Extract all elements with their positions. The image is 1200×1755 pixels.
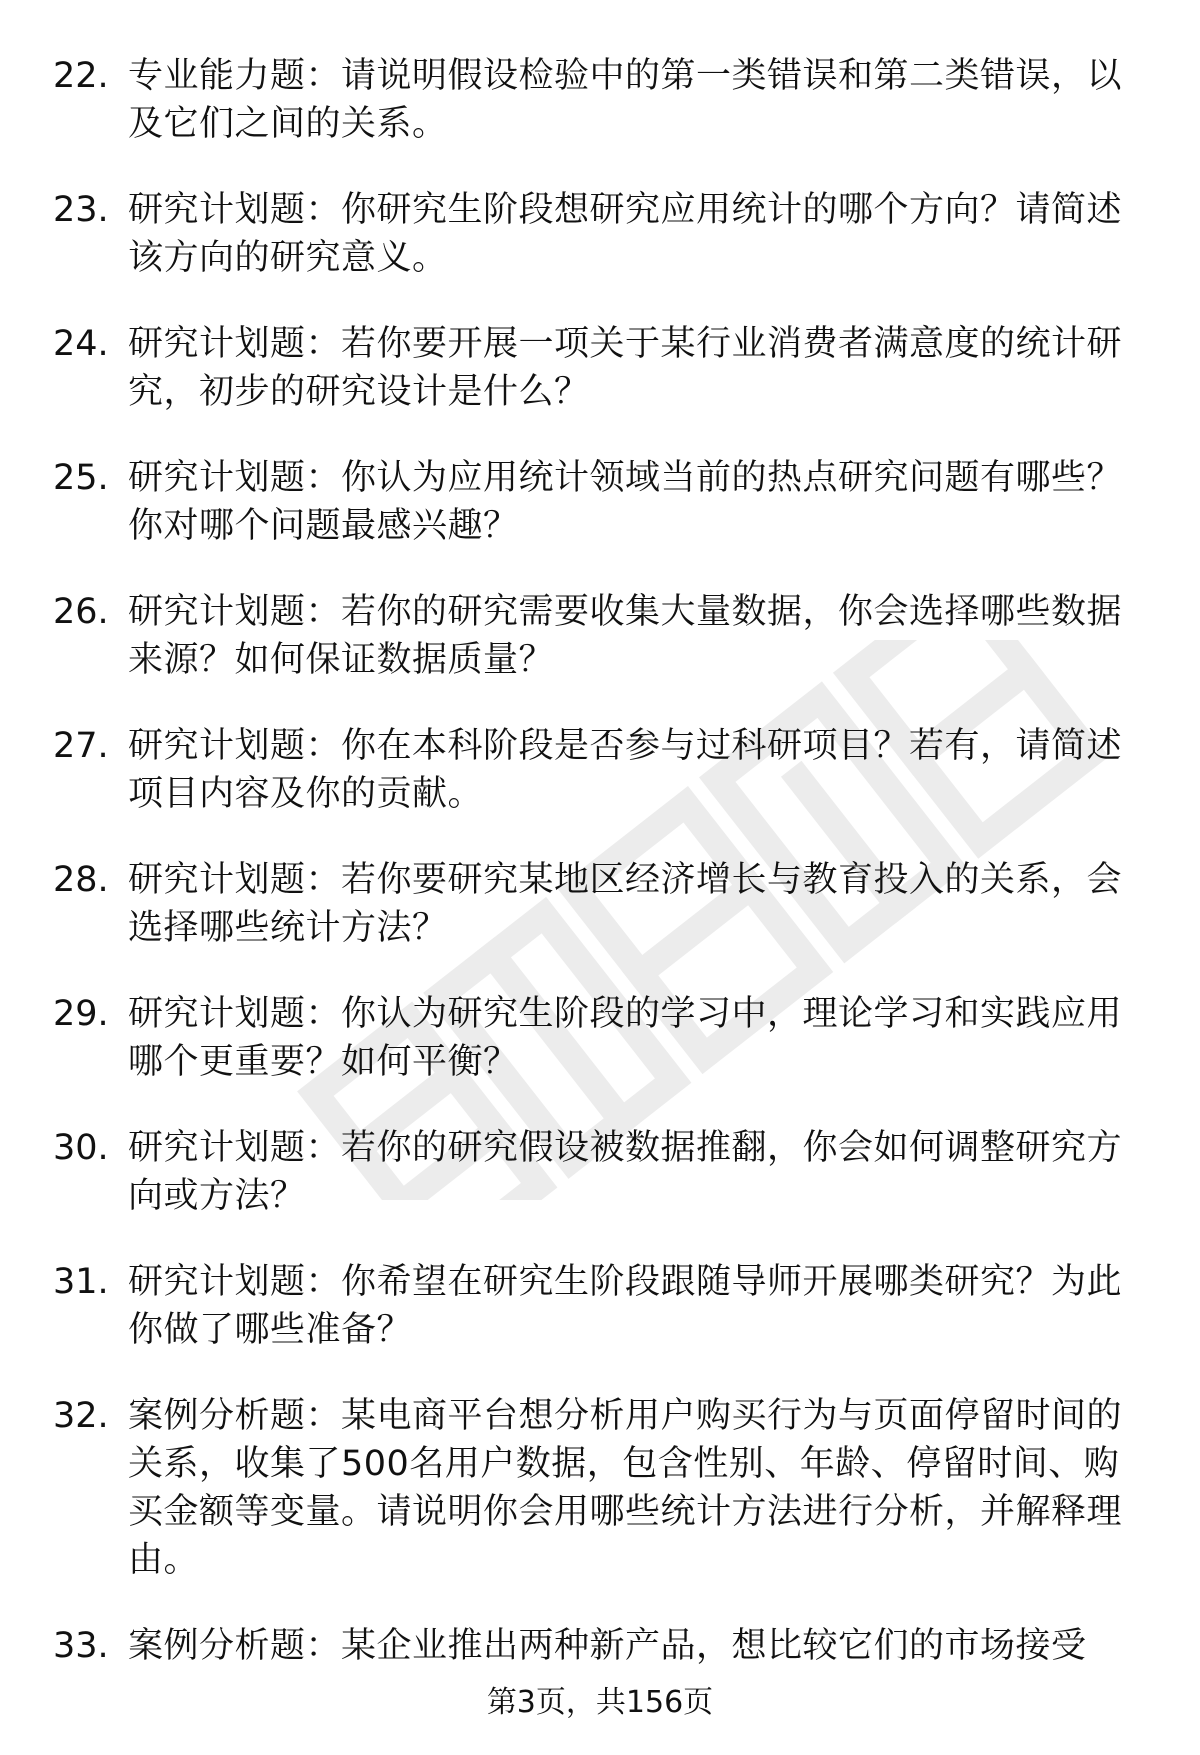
question-text: 研究计划题：你认为应用统计领域当前的热点研究问题有哪些？你对哪个问题最感兴趣？ (128, 458, 1123, 546)
question-number: 33. (53, 1626, 109, 1666)
question-number: 28. (53, 860, 109, 900)
question-text: 研究计划题：若你的研究假设被数据推翻，你会如何调整研究方向或方法？ (128, 1128, 1123, 1216)
question-number: 32. (53, 1396, 109, 1436)
question-number: 27. (53, 726, 109, 766)
question-item (0, 856, 1200, 952)
question-text: 研究计划题：你研究生阶段想研究应用统计的哪个方向？请简述该方向的研究意义。 (128, 190, 1123, 278)
question-item (0, 1622, 1200, 1670)
question-text: 研究计划题：你希望在研究生阶段跟随导师开展哪类研究？为此你做了哪些准备？ (128, 1262, 1123, 1350)
question-text: 研究计划题：若你要研究某地区经济增长与教育投入的关系，会选择哪些统计方法？ (128, 860, 1123, 948)
question-text: 研究计划题：若你要开展一项关于某行业消费者满意度的统计研究，初步的研究设计是什么？ (128, 324, 1123, 412)
question-number: 29. (53, 994, 109, 1034)
question-item (0, 1392, 1200, 1584)
question-number: 31. (53, 1262, 109, 1302)
question-item (0, 990, 1200, 1086)
question-item (0, 1258, 1200, 1354)
question-item (0, 320, 1200, 416)
question-item (0, 722, 1200, 818)
question-text: 案例分析题：某企业推出两种新产品，想比较它们的市场接受 (128, 1626, 1087, 1666)
question-number: 26. (53, 592, 109, 632)
question-text: 研究计划题：你在本科阶段是否参与过科研项目？若有，请简述项目内容及你的贡献。 (128, 726, 1123, 814)
page-footer: 第3页，共156页 (486, 1685, 714, 1720)
question-number: 30. (53, 1128, 109, 1168)
question-item (0, 186, 1200, 282)
question-item (0, 1124, 1200, 1220)
question-text: 研究计划题：你认为研究生阶段的学习中，理论学习和实践应用哪个更重要？如何平衡？ (128, 994, 1123, 1082)
question-text: 研究计划题：若你的研究需要收集大量数据，你会选择哪些数据来源？如何保证数据质量？ (128, 592, 1123, 680)
question-list (0, 52, 1200, 1708)
question-number: 23. (53, 190, 109, 230)
question-text: 专业能力题：请说明假设检验中的第一类错误和第二类错误，以及它们之间的关系。 (128, 56, 1123, 144)
question-item (0, 454, 1200, 550)
question-item (0, 52, 1200, 148)
question-number: 24. (53, 324, 109, 364)
question-item (0, 588, 1200, 684)
question-number: 25. (53, 458, 109, 498)
question-number: 22. (53, 56, 109, 96)
question-text: 案例分析题：某电商平台想分析用户购买行为与页面停留时间的关系，收集了500名用户数据，包含性别、年龄、停留时间、购买金额等变量。请说明你会用哪些统计方法进行分析，并解释理由。 (128, 1396, 1123, 1580)
